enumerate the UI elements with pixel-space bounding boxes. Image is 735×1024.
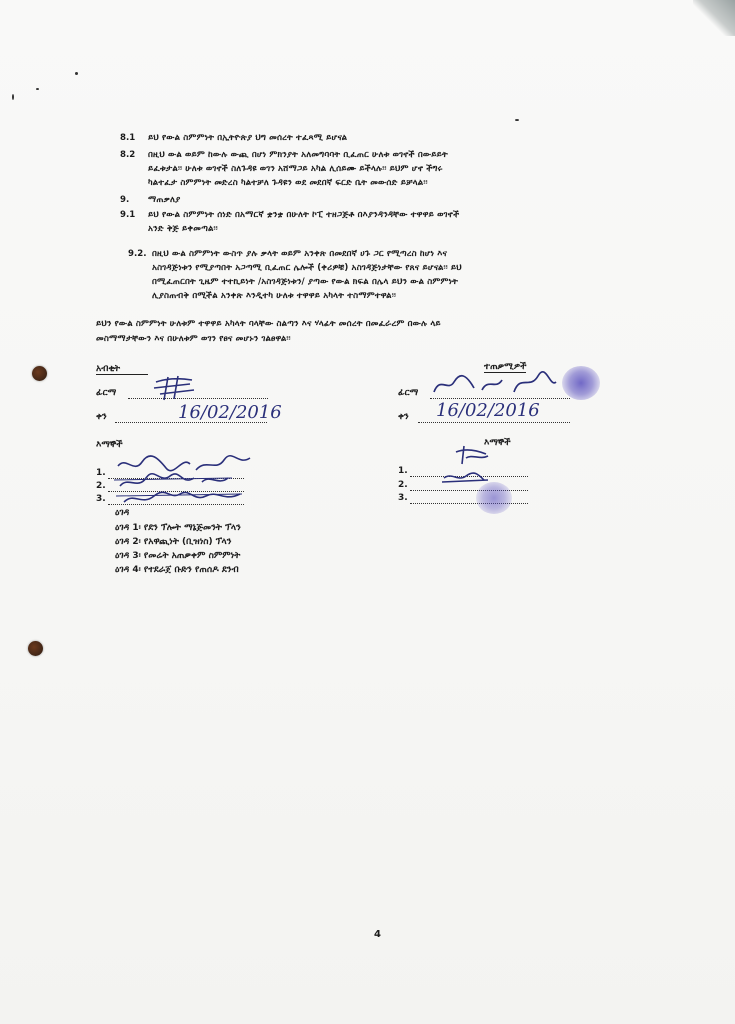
right-witness-num: 3. <box>398 493 408 503</box>
section-number: 9.1 <box>120 210 136 220</box>
section-text: ካልተፈታ ስምምነት መድረስ ካልተቻለ ጉዳዩን ወደ መደበኛ ፍርድ ቤት መውሰድ ይቻላል፡፡ <box>148 178 428 188</box>
closing-text: ይህን የውል ስምምነት ሁለቱም ተዋዋይ አካላት ባላቸው ስልጣን እና ሃላፊት መሰረት በመፈራረም በውሉ ላይ <box>96 319 441 329</box>
left-witness-num: 3. <box>96 494 106 504</box>
witness-signatures-icon <box>112 452 262 510</box>
right-witness-num: 2. <box>398 480 408 490</box>
section-text: ሊያስጠብቅ በሚችል አንቀጽ እንዲተካ ሁለቱ ተዋዋይ አካላት ተስማምተዋል፡፡ <box>152 291 396 301</box>
section-number: 9. <box>120 195 130 205</box>
punch-hole-bottom <box>28 641 43 656</box>
section-text: በዚህ ውል ስምምነት ውስጥ ያሉ ቃላት ወይም አንቀጽ በመደበኛ ሀጉ ጋር የሚጣረስ ከሆነ እና <box>152 249 448 259</box>
section-number: 9.2. <box>128 249 147 259</box>
right-sign-label: ፊርማ <box>398 388 419 398</box>
annex-title: ዕገዳ <box>115 508 130 518</box>
section-text: አስገዳጅነቱን የሚያጣበት አጋጣሚ ቢፈጠር ሌሎች (ቀሪዎቹ) አስገዳጅነታቸው የጸና ይሆናል፡፡ ይህ <box>152 263 462 273</box>
left-sign-label: ፊርማ <box>96 388 117 398</box>
ink-speck <box>75 72 78 75</box>
punch-hole-top <box>32 366 47 381</box>
right-witness-num: 1. <box>398 466 408 476</box>
annex-item: ዕገዳ 2፡ የአዋጪነት (ቢዝነስ) ፕላን <box>115 537 232 547</box>
section-number: 8.1 <box>120 133 136 143</box>
left-witness-num: 1. <box>96 468 106 478</box>
closing-text: መስማማታቸውን እና በሁለቱም ወገን የፀና መሆኑን ገልፀዋል፡፡ <box>96 334 291 344</box>
signature-scribble-icon <box>150 374 198 402</box>
ink-speck <box>515 119 519 121</box>
right-date-label: ቀን <box>398 412 409 422</box>
section-text: አንድ ቅጅ ይቀመጣል፡፡ <box>148 224 218 234</box>
section-heading: ማጠቃለያ <box>148 195 181 205</box>
section-text: ይህ የውል ስምምነት ሰነድ በአማርኛ ቋንቋ በሁለት ኮፒ ተዘጋጅቶ በእያንዳንዳቸው ተዋዋይ ወገኖች <box>148 210 460 220</box>
party-right-title: ተጠቃሚዎች <box>484 362 527 372</box>
right-signature-icon <box>430 368 560 400</box>
left-date-value: 16/02/2016 <box>178 402 282 423</box>
annex-item: ዕገዳ 1፡ የደን ፕሎት ማኔጅመንት ፕላን <box>115 523 241 533</box>
left-witnesses-title: እማኞች <box>96 440 123 450</box>
section-text: በዚህ ውል ወይም ከውሉ ውጪ በሆነ ምክንያት አለመግባባት ቢፈጠር ሁለቱ ወገኖች በውይይት <box>148 150 448 160</box>
fingerprint-stamp <box>476 482 512 514</box>
fingerprint-stamp <box>562 366 600 400</box>
section-text: ይህ የውል ስምምነት በኢትዮጵያ ህግ መሰረት ተፈጻሚ ይሆናል <box>148 133 348 143</box>
section-text: በሚፈጠርበት ጊዜም ተተኪይነት /አስገዳጅነቱን/ ያጣው የውል ክፍል በሌላ ይህን ውል ስምምነት <box>152 277 459 287</box>
party-left-title: አብቂት <box>96 364 148 375</box>
annex-item: ዕገዳ 3፡ የመሬት አጠቃቀም ስምምነት <box>115 551 241 561</box>
ink-speck <box>36 88 39 90</box>
page-number: 4 <box>374 929 381 940</box>
right-witnesses-title: እማኞች <box>484 438 511 448</box>
section-text: ይፈቱታል፡፡ ሁለቱ ወገኖች ስለጉዳዩ ወገን አሸማጋይ አካል ሊሰይሙ ይችላሉ፡፡ ይህም ሆኖ ችግሩ <box>148 164 443 174</box>
left-sign-line <box>128 398 268 399</box>
annex-item: ዕገዳ 4፡ የተደራጀ ቡድን የጠሰዶ ደንብ <box>115 565 239 575</box>
section-number: 8.2 <box>120 150 136 160</box>
left-witness-num: 2. <box>96 481 106 491</box>
right-date-line <box>418 422 570 423</box>
right-date-value: 16/02/2016 <box>436 400 540 421</box>
left-date-label: ቀን <box>96 412 107 422</box>
page-corner-fold <box>693 0 735 36</box>
ink-speck <box>12 94 14 100</box>
